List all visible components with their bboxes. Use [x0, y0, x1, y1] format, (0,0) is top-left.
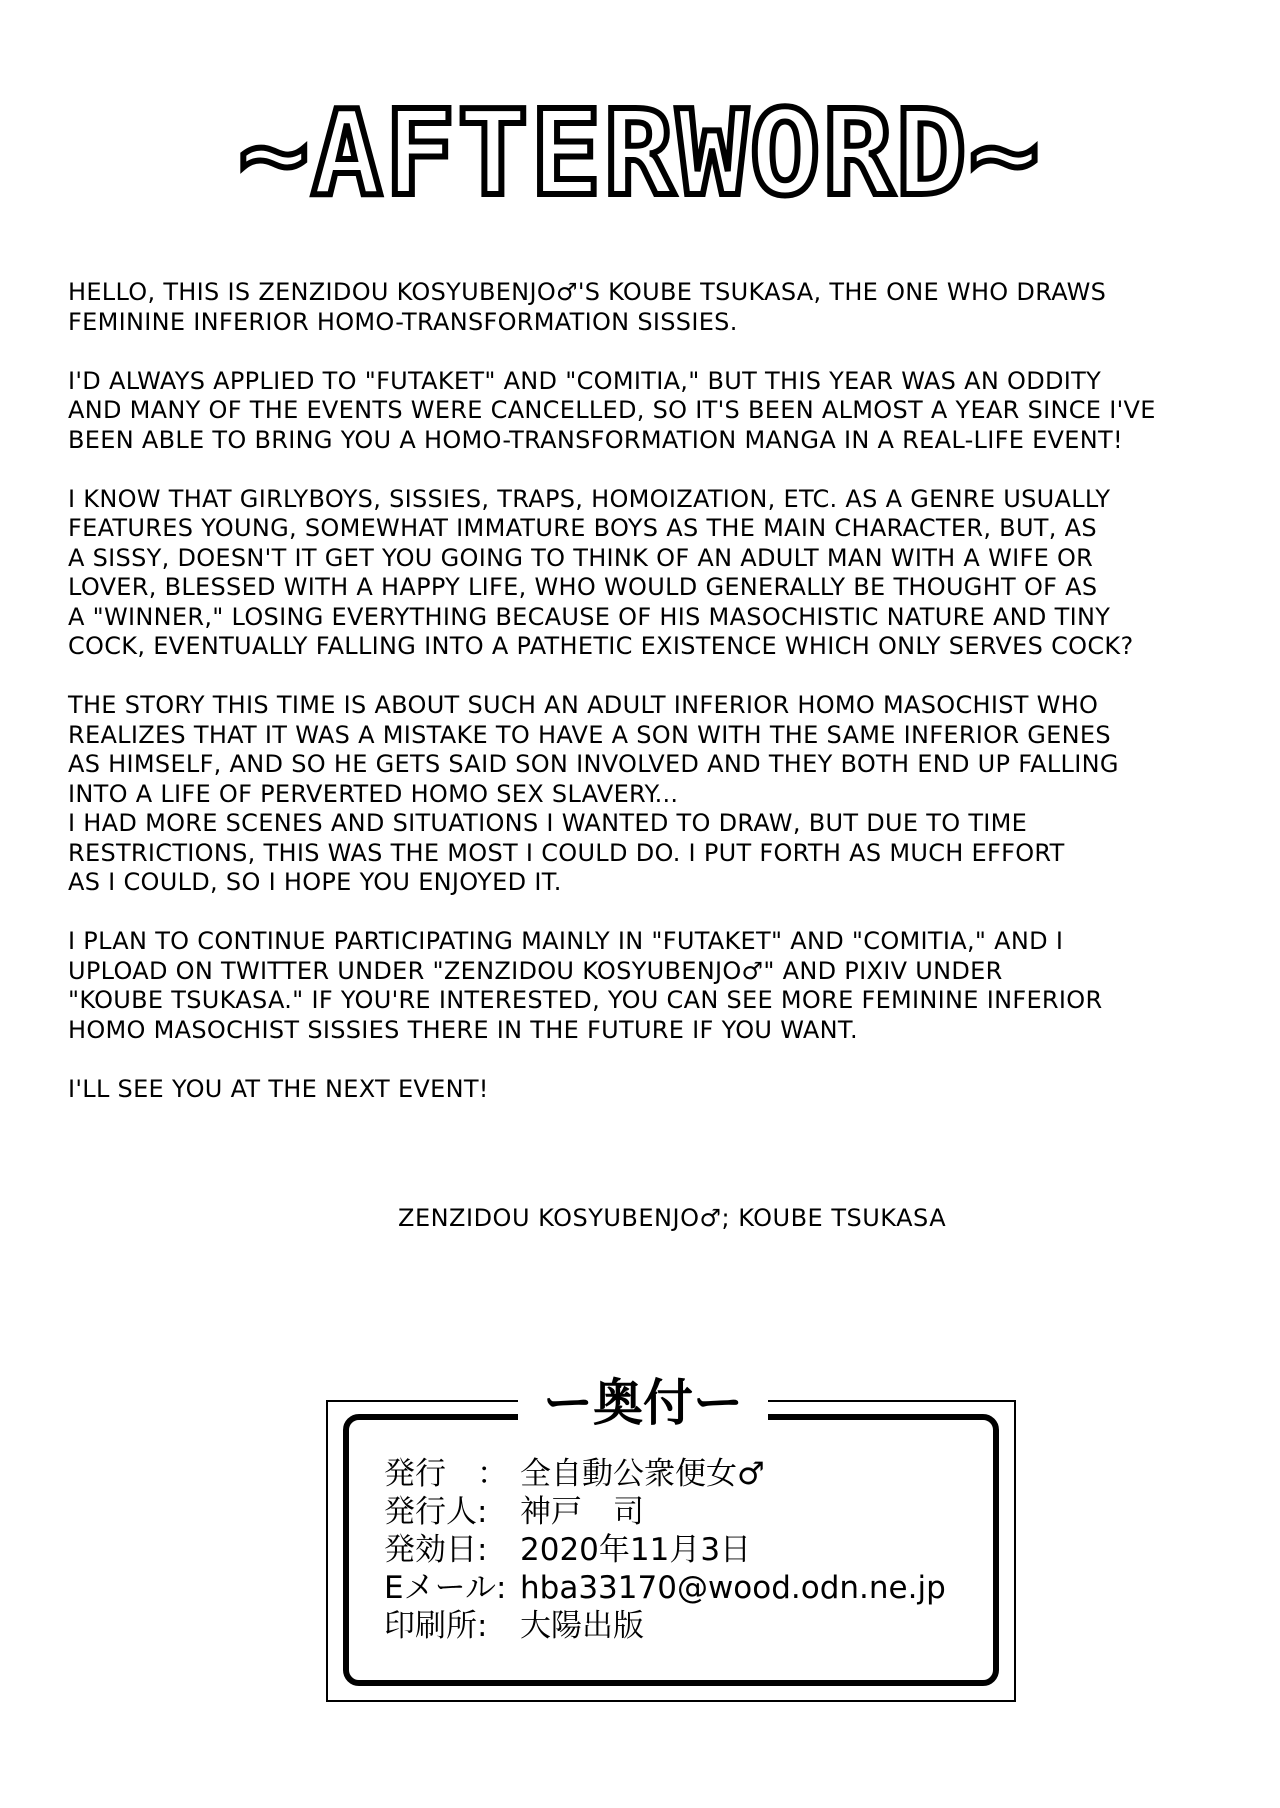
- text-line: AS I COULD, SO I HOPE YOU ENJOYED IT.: [68, 868, 562, 896]
- text-line: RESTRICTIONS, THIS WAS THE MOST I COULD DO. I PUT FORTH AS MUCH EFFORT: [68, 838, 1065, 867]
- text-line: I HAD MORE SCENES AND SITUATIONS I WANTED TO DRAW, BUT DUE TO TIME: [68, 809, 1028, 837]
- colophon-value: hba33170@wood.odn.ne.jp: [520, 1570, 946, 1606]
- text-line: HOMO MASOCHIST SISSIES THERE IN THE FUTURE IF YOU WANT.: [68, 1015, 858, 1044]
- text-line: I KNOW THAT GIRLYBOYS, SISSIES, TRAPS, HOMOIZATION, ETC. AS A GENRE USUALLY: [68, 484, 1111, 513]
- paragraph-1: [68, 278, 1238, 337]
- text-line: AND MANY OF THE EVENTS WERE CANCELLED, SO IT'S BEEN ALMOST A YEAR SINCE I'VE: [68, 396, 1156, 424]
- text-line: AS HIMSELF, AND SO HE GETS SAID SON INVOLVED AND THEY BOTH END UP FALLING: [68, 750, 1119, 778]
- colophon-label: 発行人:: [384, 1494, 488, 1530]
- colophon-label: 発行 ：: [384, 1456, 508, 1492]
- text-line: I'D ALWAYS APPLIED TO "FUTAKET" AND "COMITIA," BUT THIS YEAR WAS AN ODDITY: [68, 366, 1102, 395]
- page-title: ~AFTERWORD~: [238, 84, 1042, 222]
- colophon-label: 印刷所:: [384, 1608, 488, 1644]
- text-line: REALIZES THAT IT WAS A MISTAKE TO HAVE A SON WITH THE SAME INFERIOR GENES: [68, 720, 1111, 749]
- text-line: I PLAN TO CONTINUE PARTICIPATING MAINLY IN "FUTAKET" AND "COMITIA," AND I: [68, 927, 1064, 955]
- colophon-label: Eメール:: [384, 1570, 507, 1606]
- paragraph-6: [68, 1075, 1238, 1105]
- text-line: A "WINNER," LOSING EVERYTHING BECAUSE OF HIS MASOCHISTIC NATURE AND TINY: [68, 602, 1111, 631]
- paragraph-3: [68, 485, 1238, 662]
- text-line: FEATURES YOUNG, SOMEWHAT IMMATURE BOYS AS THE MAIN CHARACTER, BUT, AS: [68, 514, 1097, 542]
- colophon-label: 発効日:: [384, 1532, 488, 1568]
- text-line: COCK, EVENTUALLY FALLING INTO A PATHETIC EXISTENCE WHICH ONLY SERVES COCK?: [68, 632, 1134, 660]
- paragraph-5: [68, 927, 1238, 1045]
- text-line: I'LL SEE YOU AT THE NEXT EVENT!: [68, 1074, 489, 1103]
- text-line: UPLOAD ON TWITTER UNDER "ZENZIDOU KOSYUBENJO♂" AND PIXIV UNDER: [68, 956, 1003, 985]
- paragraph-2: [68, 367, 1238, 456]
- text-line: A SISSY, DOESN'T IT GET YOU GOING TO THINK OF AN ADULT MAN WITH A WIFE OR: [68, 543, 1094, 572]
- colophon-value: 2020年11月3日: [520, 1532, 752, 1568]
- text-line: LOVER, BLESSED WITH A HAPPY LIFE, WHO WOULD GENERALLY BE THOUGHT OF AS: [68, 573, 1098, 601]
- colophon-heading: ー奥付ー: [518, 1370, 768, 1436]
- colophon-value: 全自動公衆便女♂: [520, 1456, 765, 1492]
- text-line: FEMININE INFERIOR HOMO-TRANSFORMATION SISSIES.: [68, 307, 738, 336]
- text-line: "KOUBE TSUKASA." IF YOU'RE INTERESTED, YOU CAN SEE MORE FEMININE INFERIOR: [68, 986, 1103, 1014]
- text-line: INTO A LIFE OF PERVERTED HOMO SEX SLAVERY...: [68, 779, 679, 808]
- signature: ZENZIDOU KOSYUBENJO♂; KOUBE TSUKASA: [398, 1204, 947, 1232]
- paragraph-4: [68, 691, 1238, 898]
- colophon-value: 神戸 司: [520, 1494, 644, 1530]
- colophon-value: 大陽出版: [520, 1608, 644, 1644]
- afterword-body: [68, 278, 1238, 1134]
- text-line: THE STORY THIS TIME IS ABOUT SUCH AN ADULT INFERIOR HOMO MASOCHIST WHO: [68, 691, 1099, 719]
- text-line: HELLO, THIS IS ZENZIDOU KOSYUBENJO♂'S KOUBE TSUKASA, THE ONE WHO DRAWS: [68, 278, 1107, 306]
- text-line: BEEN ABLE TO BRING YOU A HOMO-TRANSFORMATION MANGA IN A REAL-LIFE EVENT!: [68, 425, 1123, 454]
